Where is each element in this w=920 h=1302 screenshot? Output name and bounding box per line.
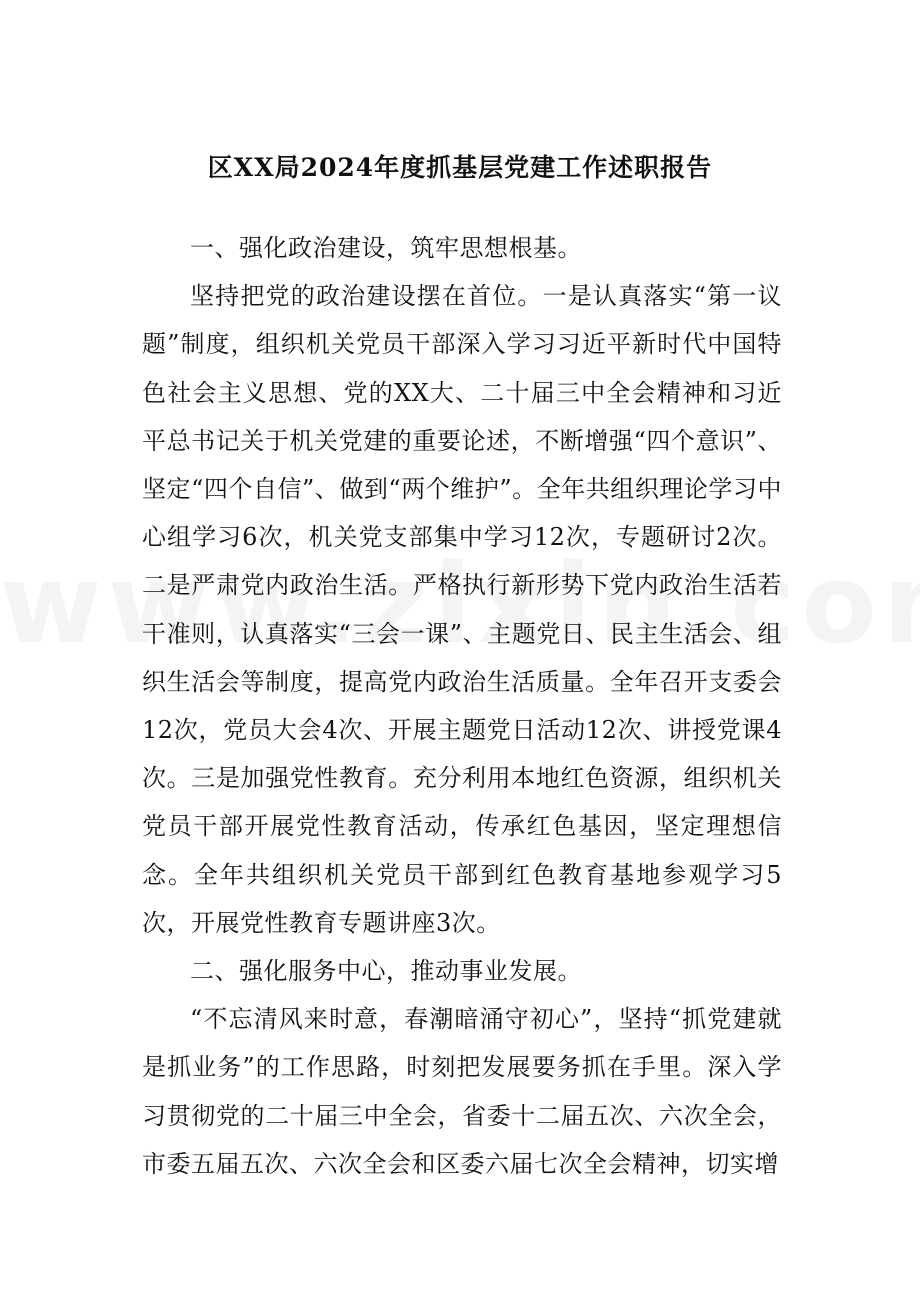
section-heading-2: 二、强化服务中心，推动事业发展。 — [190, 957, 582, 986]
body-paragraph-1: 坚持把党的政治建设摆在首位。一是认真落实“第一议题”制度，组织机关党员干部深入学习习近平新时代中国特色社会主义思想、党的XX大、二十届三中全会精神和习近平总书记关于机关党建的重要论述，不断增强“四个意识”、坚定“四个自信”、做到“两个维护”。全年共组织理论学习中心组学习6次，机关党支部集中学习12次，专题研讨2次。二是严肃党内政治生活。严格执行新形势下党内政治生活若干准则，认真落实“三会一课”、主题党日、民主生活会、组织生活会等制度，提高党内政治生活质量。全年召开支委会12次，党员大会4次、开展主题党日活动12次、讲授党课4次。三是加强党性教育。充分利用本地红色资源，组织机关党员干部开展党性教育活动，传承红色基因，坚定理想信念。全年共组织机关党员干部到红色教育基地参观学习5次，开展党性教育专题讲座3次。 — [142, 282, 782, 937]
document-body — [142, 224, 782, 1188]
document-title: 区XX局2024年度抓基层党建工作述职报告 — [207, 153, 713, 182]
body-paragraph-2: “不忘清风来时意，春潮暗涌守初心”，坚持“抓党建就是抓业务”的工作思路，时刻把发展要务抓在手里。深入学习贯彻党的二十届三中全会，省委十二届五次、六次全会，市委五届五次、六次全会和区委六届七次全会精神，切实增 — [142, 1005, 782, 1178]
section-heading-1: 一、强化政治建设，筑牢思想根基。 — [190, 234, 582, 262]
